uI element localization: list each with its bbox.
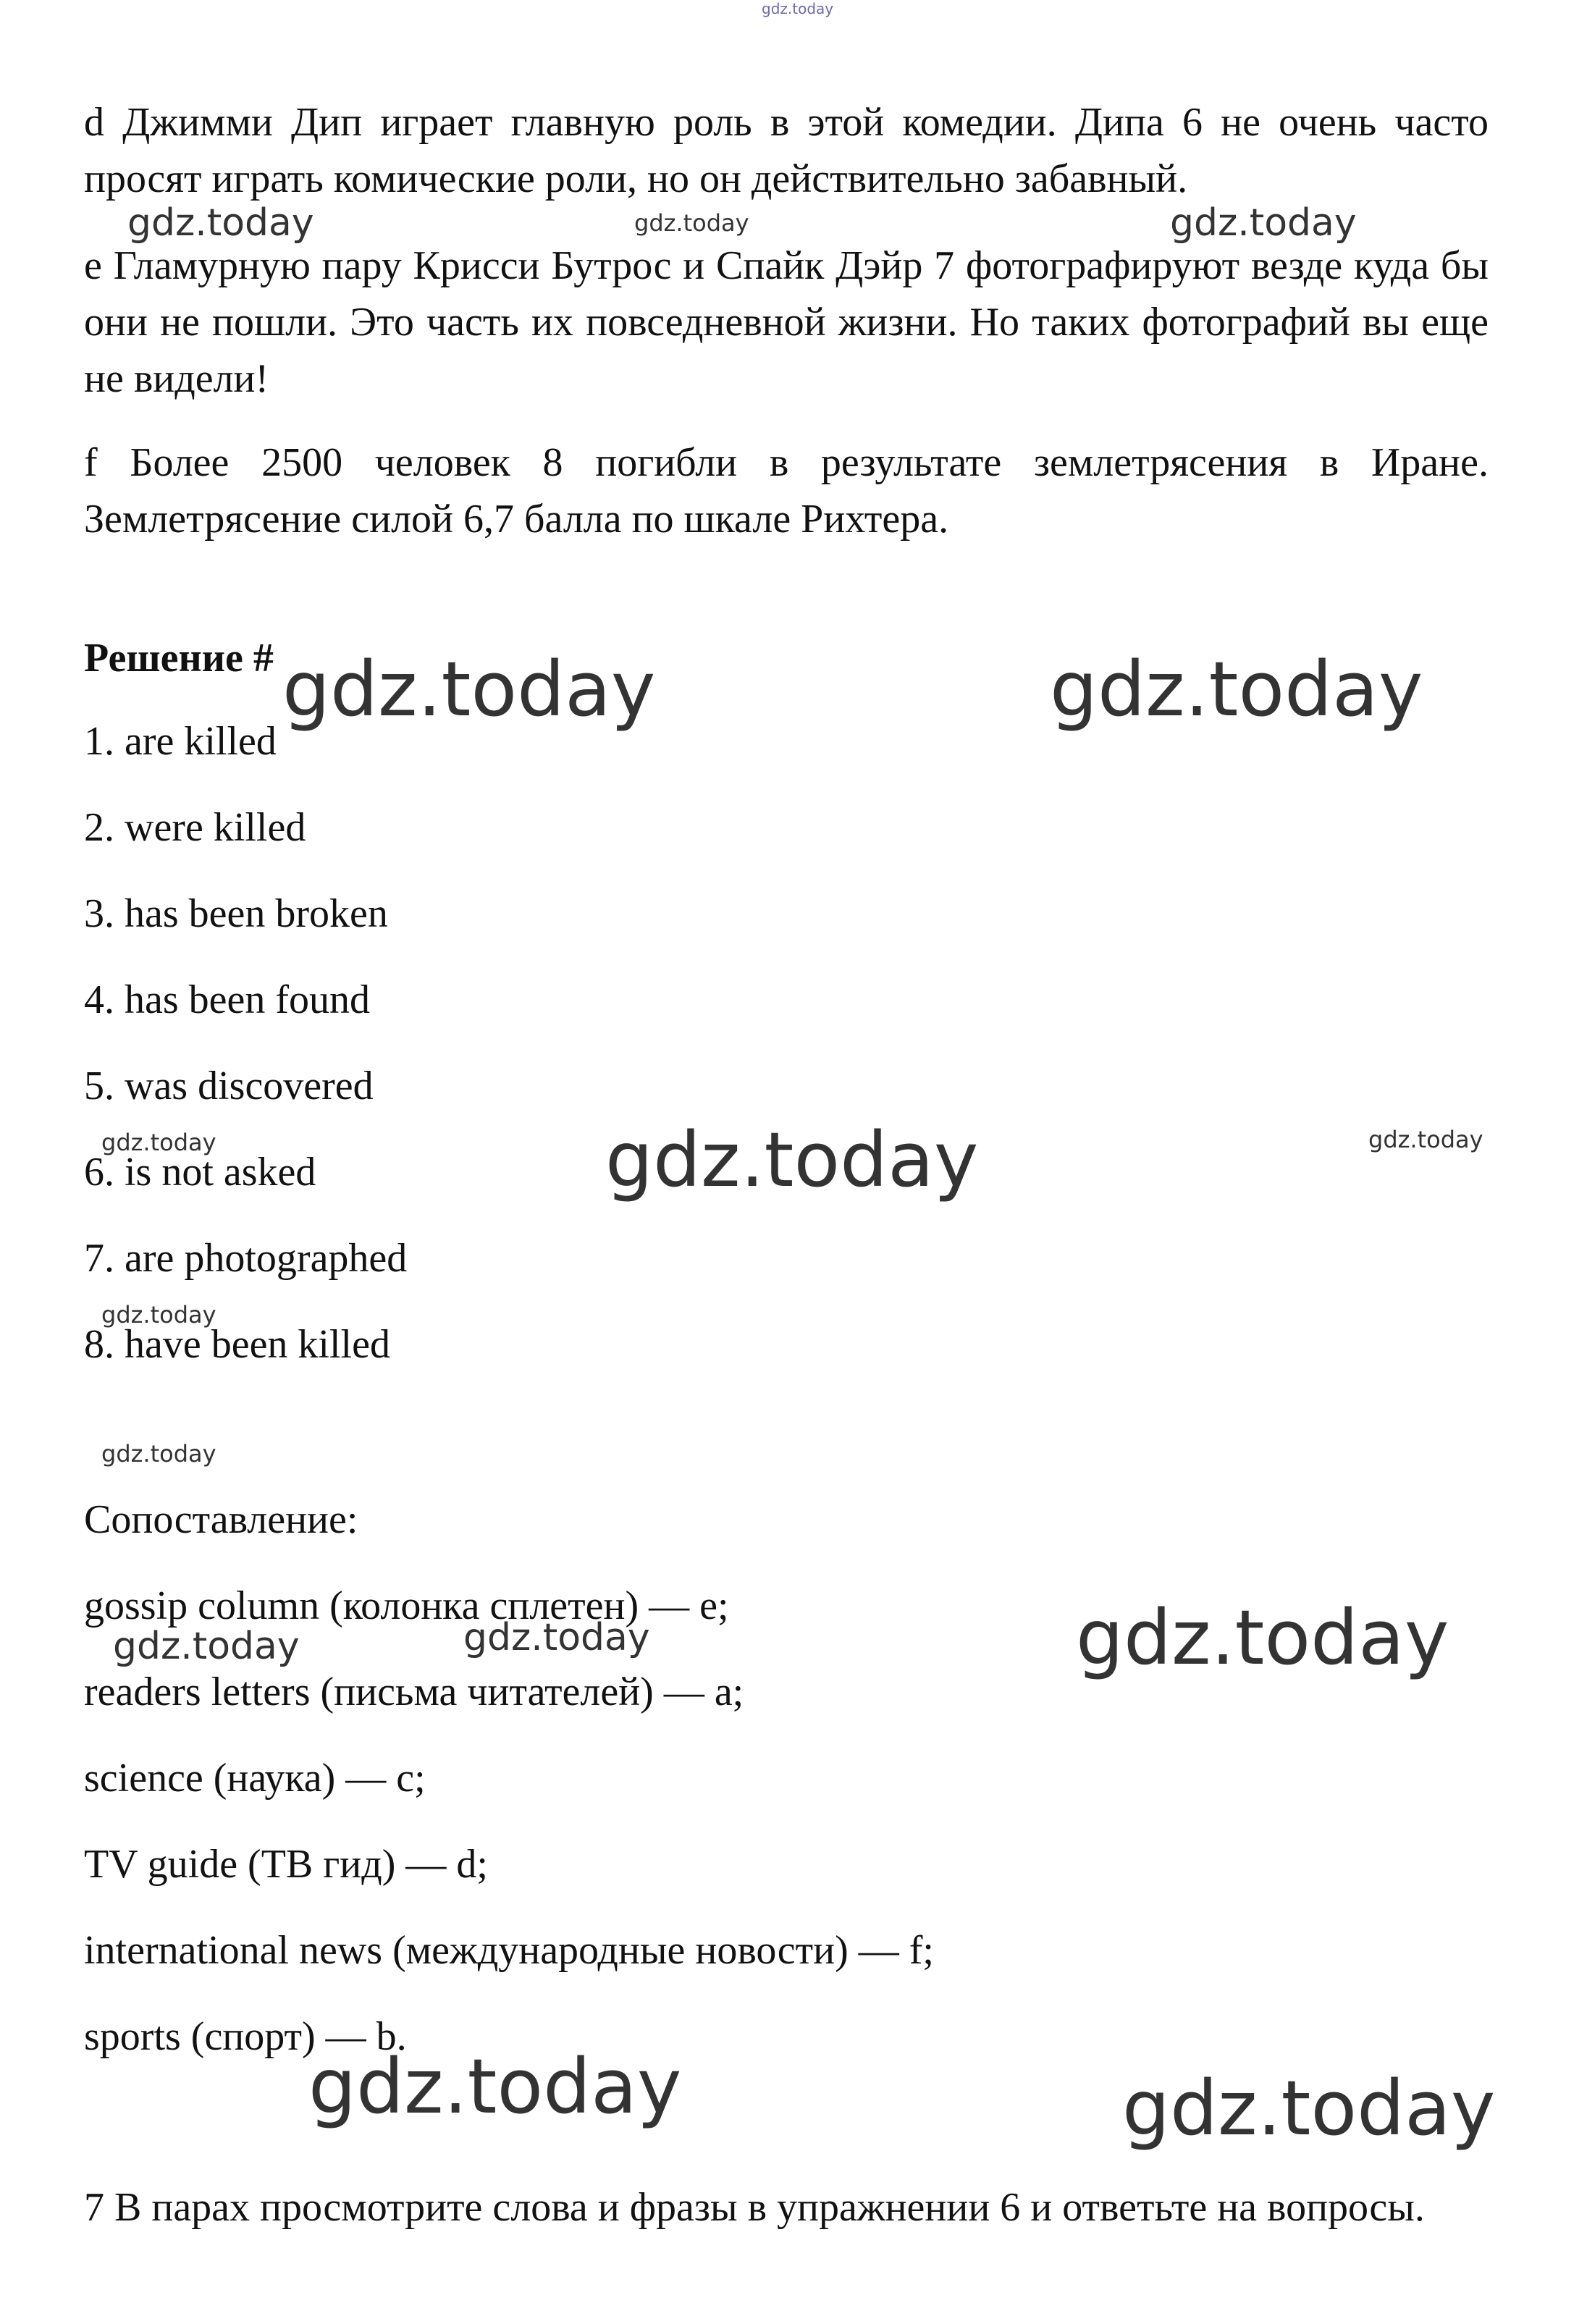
matching-item: sports (спорт) — b. xyxy=(84,2014,407,2059)
watermark: gdz.today xyxy=(113,1625,300,1668)
answer-item: 8. have been killed xyxy=(84,1322,390,1367)
watermark: gdz.today xyxy=(1076,1593,1449,1682)
answer-item: 5. was discovered xyxy=(84,1064,374,1108)
answer-item: 3. has been broken xyxy=(84,891,388,936)
solution-heading: Решение # xyxy=(84,636,274,681)
matching-item: gossip column (колонка сплетен) — e; xyxy=(84,1583,729,1628)
paragraph-e: e Гламурную пару Крисси Бутрос и Спайк Дэйр 7 фотографируют везде куда бы они не пошли. Это часть их повседневной жизни. Но таких фотографий вы еще не видели! xyxy=(84,243,1489,401)
answer-item: 6. is not asked xyxy=(84,1150,316,1195)
answer-item: 1. are killed xyxy=(84,719,277,764)
answer-item: 4. has been found xyxy=(84,977,371,1022)
watermark: gdz.today xyxy=(1122,2064,1496,2152)
matching-heading: Сопоставление: xyxy=(84,1497,358,1542)
watermark: gdz.today xyxy=(1170,201,1357,245)
answer-item: 7. are photographed xyxy=(84,1236,408,1281)
matching-item: readers letters (письма читателей) — a; xyxy=(84,1670,744,1714)
watermark: gdz.today xyxy=(282,645,656,733)
answer-item: 2. were killed xyxy=(84,805,306,850)
matching-item: TV guide (ТВ гид) — d; xyxy=(84,1842,488,1887)
task-7-text: 7 В парах просмотрите слова и фразы в упражнении 6 и ответьте на вопросы. xyxy=(84,2185,1425,2230)
matching-item: science (наука) — c; xyxy=(84,1756,426,1801)
watermark: gdz.today xyxy=(1050,645,1423,733)
watermark: gdz.today xyxy=(101,1440,216,1468)
top-watermark: gdz.today xyxy=(762,0,834,17)
watermark: gdz.today xyxy=(101,1301,216,1329)
watermark: gdz.today xyxy=(308,2042,682,2131)
watermark: gdz.today xyxy=(634,209,749,237)
watermark: gdz.today xyxy=(463,1616,650,1659)
watermark: gdz.today xyxy=(605,1116,979,1204)
paragraph-f: f Более 2500 человек 8 погибли в результате землетрясения в Иране. Землетрясение силой 6,7 балла по шкале Рихтера. xyxy=(84,440,1489,542)
watermark: gdz.today xyxy=(101,1129,216,1156)
watermark: gdz.today xyxy=(1368,1126,1483,1153)
paragraph-d: d Джимми Дип играет главную роль в этой комедии. Дипа 6 не очень часто просят играть комические роли, но он действительно забавный. xyxy=(84,100,1489,201)
matching-item: international news (международные новости) — f; xyxy=(84,1928,934,1973)
watermark: gdz.today xyxy=(127,201,314,245)
